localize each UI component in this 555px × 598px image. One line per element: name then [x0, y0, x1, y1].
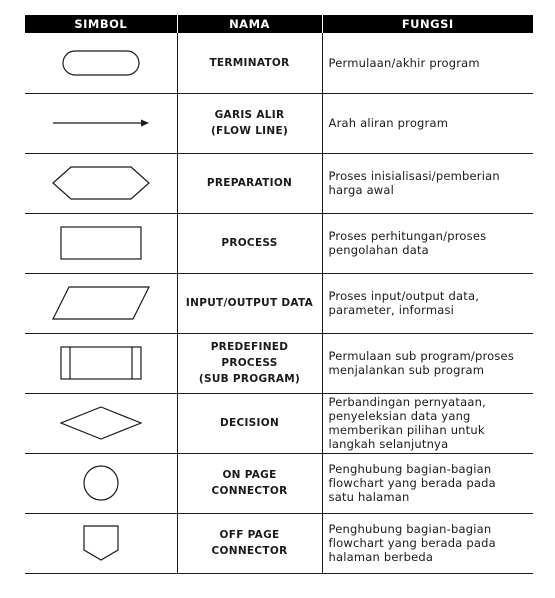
- function-line: Proses input/output data,: [328, 289, 480, 303]
- function-line: Permulaan/akhir program: [328, 55, 480, 70]
- name-line: PREPARATION: [206, 177, 293, 189]
- symbol-cell: [25, 393, 177, 453]
- function-line: flowchart yang berada pada: [328, 476, 496, 490]
- table-row: [25, 393, 533, 453]
- predefined-process-icon: [59, 345, 143, 381]
- preparation-hexagon-icon: [51, 165, 151, 201]
- function-line: Proses inisialisasi/pemberian: [328, 169, 500, 183]
- symbol-cell: [25, 513, 177, 573]
- function-line: Arah aliran program: [328, 116, 449, 130]
- function-line: harga awal: [328, 183, 395, 197]
- function-line: Penghubung bagian-bagian: [328, 462, 492, 476]
- name-line: CONNECTOR: [211, 545, 288, 557]
- function-cell: [322, 453, 533, 513]
- function-line: Proses perhitungan/proses: [328, 229, 487, 243]
- table-row: [25, 213, 533, 273]
- header-name: NAMA: [177, 15, 322, 33]
- symbol-cell: [25, 153, 177, 213]
- function-line: parameter, informasi: [328, 303, 455, 317]
- function-line: flowchart yang berada pada: [328, 536, 496, 550]
- name-cell: [177, 33, 322, 93]
- flow-line-arrow-icon: [51, 117, 151, 129]
- table-row: [25, 33, 533, 93]
- table-row: [25, 453, 533, 513]
- function-cell: [322, 93, 533, 153]
- flowchart-symbol-table: [25, 15, 533, 574]
- name-line: INPUT/OUTPUT DATA: [185, 297, 314, 309]
- function-line: menjalankan sub program: [328, 363, 485, 377]
- name-cell: [177, 513, 322, 573]
- symbol-cell: [25, 93, 177, 153]
- header-row: [25, 15, 533, 33]
- table-row: [25, 273, 533, 333]
- table-row: [25, 93, 533, 153]
- name-line: TERMINATOR: [209, 56, 290, 69]
- input-output-parallelogram-icon: [51, 285, 151, 321]
- function-line: pengolahan data: [328, 243, 429, 257]
- name-cell: [177, 273, 322, 333]
- table-row: [25, 333, 533, 393]
- on-page-connector-circle-icon: [81, 463, 121, 503]
- name-line: (FLOW LINE): [210, 125, 289, 137]
- symbol-cell: [25, 453, 177, 513]
- function-line: Permulaan sub program/proses: [328, 349, 515, 363]
- name-line: (SUB PROGRAM): [198, 373, 301, 385]
- function-cell: [322, 333, 533, 393]
- decision-diamond-icon: [59, 405, 143, 441]
- name-cell: [177, 453, 322, 513]
- name-line: CONNECTOR: [211, 485, 288, 497]
- function-line: Penghubung bagian-bagian: [328, 522, 492, 536]
- name-cell: [177, 333, 322, 393]
- function-line: memberikan pilihan untuk: [328, 423, 485, 437]
- terminator-icon: [61, 49, 141, 77]
- table-row: [25, 513, 533, 573]
- symbol-cell: [25, 333, 177, 393]
- function-line: langkah selanjutnya: [328, 437, 449, 451]
- function-cell: [322, 513, 533, 573]
- function-cell: [322, 213, 533, 273]
- symbol-cell: [25, 273, 177, 333]
- function-cell: [322, 273, 533, 333]
- name-line: ON PAGE: [222, 469, 277, 481]
- function-cell: [322, 33, 533, 93]
- name-line: OFF PAGE: [219, 529, 280, 541]
- function-line: Perbandingan pernyataan,: [328, 395, 486, 409]
- name-cell: [177, 153, 322, 213]
- header-function: FUNGSI: [322, 15, 533, 33]
- function-line: halaman berbeda: [328, 550, 434, 564]
- name-line: DECISION: [219, 417, 280, 429]
- process-rectangle-icon: [59, 225, 143, 261]
- table-row: [25, 153, 533, 213]
- name-line: GARIS ALIR: [214, 109, 285, 121]
- name-line: PROCESS: [221, 237, 278, 249]
- name-cell: [177, 213, 322, 273]
- symbol-cell: [25, 213, 177, 273]
- name-cell: [177, 393, 322, 453]
- function-cell: [322, 393, 533, 453]
- name-line: PREDEFINED: [210, 341, 289, 353]
- name-cell: [177, 93, 322, 153]
- function-line: penyeleksian data yang: [328, 409, 471, 423]
- symbol-cell: [25, 33, 177, 93]
- function-line: satu halaman: [328, 490, 410, 504]
- header-symbol: SIMBOL: [25, 15, 177, 33]
- function-cell: [322, 153, 533, 213]
- off-page-connector-pentagon-icon: [81, 523, 121, 563]
- name-line: PROCESS: [221, 357, 278, 369]
